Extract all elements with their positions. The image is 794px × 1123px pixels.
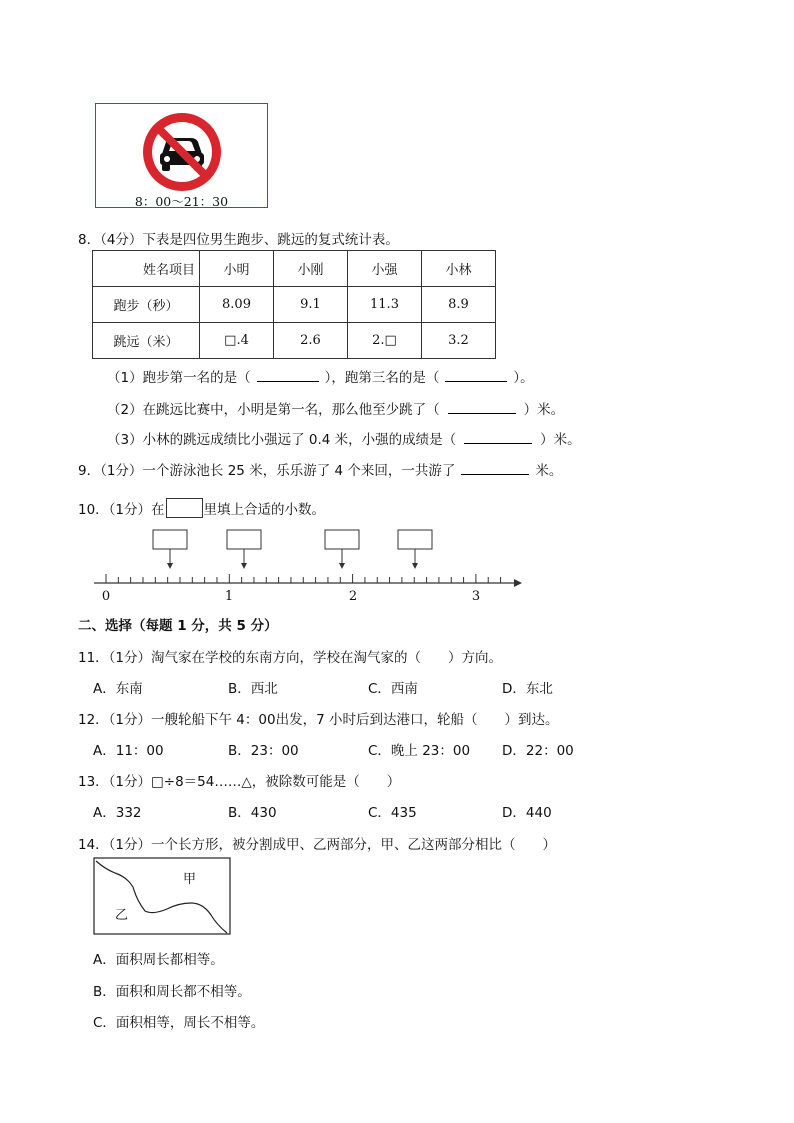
part-label-jia: 甲 bbox=[183, 872, 197, 887]
axis-arrow-icon bbox=[514, 579, 522, 587]
arrow-icon bbox=[170, 549, 415, 566]
tick-label: 2 bbox=[348, 589, 358, 604]
table-cell: 2.□ bbox=[348, 323, 422, 359]
answer-blank[interactable] bbox=[464, 432, 532, 444]
option-d[interactable]: D．东北 bbox=[502, 681, 553, 697]
section-heading: 二、选择（每题 1 分，共 5 分） bbox=[78, 618, 278, 634]
table-row-label: 跑步（秒） bbox=[93, 287, 200, 323]
option-a[interactable]: A．11：00 bbox=[93, 743, 164, 759]
option-b[interactable]: B．430 bbox=[228, 805, 277, 821]
table-row-label: 跳远（米） bbox=[93, 323, 200, 359]
sign-time-caption: 8：00～21：30 bbox=[134, 194, 229, 209]
option-b[interactable]: B．西北 bbox=[228, 681, 278, 697]
option-c[interactable]: C．面积相等，周长不相等。 bbox=[93, 1015, 265, 1031]
q8-sub1: （1）跑步第一名的是（ ），跑第三名的是（ ）。 bbox=[107, 370, 534, 386]
option-a[interactable]: A．332 bbox=[93, 805, 142, 821]
table-cell: 8.09 bbox=[200, 287, 274, 323]
q8-stem: 8．（4分）下表是四位男生跑步、跳远的复式统计表。 bbox=[78, 232, 399, 248]
table-cell: 8.9 bbox=[422, 287, 496, 323]
answer-box[interactable] bbox=[325, 530, 359, 549]
tick-label: 0 bbox=[101, 589, 111, 604]
q10-stem: 10．（1分）在 里填上合适的小数。 bbox=[78, 498, 325, 518]
answer-blank[interactable] bbox=[445, 370, 507, 382]
q14-stem: 14．（1分）一个长方形，被分割成甲、乙两部分，甲、乙这两部分相比（ ） bbox=[78, 837, 557, 853]
number-line bbox=[0, 525, 794, 605]
q13-stem: 13．（1分）□÷8＝54……△，被除数可能是（ ） bbox=[78, 774, 401, 790]
tick-label: 3 bbox=[471, 589, 481, 604]
table-cell: 小强 bbox=[348, 251, 422, 287]
tick-label: 1 bbox=[224, 589, 234, 604]
answer-box[interactable] bbox=[398, 530, 432, 549]
inline-answer-box bbox=[166, 498, 203, 518]
table-cell: 小刚 bbox=[274, 251, 348, 287]
table-cell: 11.3 bbox=[348, 287, 422, 323]
traffic-sign-image bbox=[95, 103, 268, 208]
answer-blank[interactable] bbox=[461, 463, 529, 475]
option-a[interactable]: A．面积周长都相等。 bbox=[93, 952, 224, 968]
option-c[interactable]: C．西南 bbox=[368, 681, 418, 697]
table-cell: 3.2 bbox=[422, 323, 496, 359]
rectangle-diagram bbox=[93, 857, 233, 937]
option-c[interactable]: C．晚上 23：00 bbox=[368, 743, 471, 759]
table-cell: 小林 bbox=[422, 251, 496, 287]
no-motor-vehicle-icon bbox=[96, 104, 267, 194]
table-row bbox=[93, 251, 496, 287]
answer-blank[interactable] bbox=[257, 370, 319, 382]
part-label-yi: 乙 bbox=[115, 908, 129, 923]
q12-stem: 12．（1分）一艘轮船下午 4：00出发，7 小时后到达港口，轮船（ ）到达。 bbox=[78, 712, 559, 728]
option-b[interactable]: B．23：00 bbox=[228, 743, 299, 759]
table-cell: 9.1 bbox=[274, 287, 348, 323]
table-cell: □.4 bbox=[200, 323, 274, 359]
answer-box[interactable] bbox=[153, 530, 187, 549]
q8-sub2: （2）在跳远比赛中，小明是第一名，那么他至少跳了（ ）米。 bbox=[107, 402, 565, 418]
option-c[interactable]: C．435 bbox=[368, 805, 417, 821]
q9-stem: 9．（1分）一个游泳池长 25 米，乐乐游了 4 个来回，一共游了 米。 bbox=[78, 463, 563, 479]
q8-sub3: （3）小林的跳远成绩比小强远了 0.4 米，小强的成绩是（ ）米。 bbox=[107, 432, 581, 448]
option-a[interactable]: A．东南 bbox=[93, 681, 143, 697]
option-d[interactable]: D．22：00 bbox=[502, 743, 574, 759]
table-cell: 小明 bbox=[200, 251, 274, 287]
table-row bbox=[93, 287, 496, 323]
answer-blank[interactable] bbox=[448, 402, 516, 414]
answer-box[interactable] bbox=[227, 530, 261, 549]
stats-table bbox=[92, 250, 496, 359]
table-header-cell: 姓名项目 bbox=[93, 251, 200, 287]
q11-stem: 11．（1分）淘气家在学校的东南方向，学校在淘气家的（ ）方向。 bbox=[78, 650, 503, 666]
table-row bbox=[93, 323, 496, 359]
table-cell: 2.6 bbox=[274, 323, 348, 359]
option-b[interactable]: B．面积和周长都不相等。 bbox=[93, 984, 251, 1000]
option-d[interactable]: D．440 bbox=[502, 805, 552, 821]
